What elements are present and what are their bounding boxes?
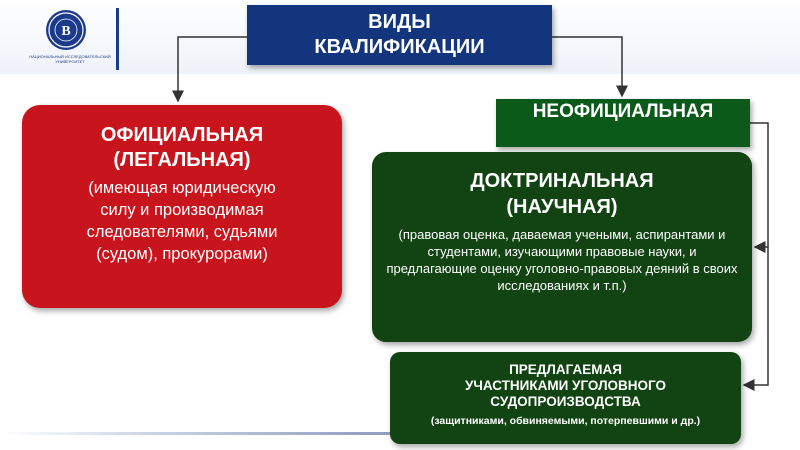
proposed-title-line2: УЧАСТНИКАМИ УГОЛОВНОГО: [464, 378, 667, 393]
official-desc-line4: (судом), прокурорами): [96, 245, 268, 263]
connector-to-unofficial: [552, 37, 622, 96]
connector-to-official: [178, 37, 247, 101]
doctrinal-box: [372, 152, 752, 342]
proposed-title-line3: СУДОПРОИЗВОДСТВА: [490, 394, 641, 409]
official-desc-line3: следователями, судьями: [86, 223, 278, 241]
official-desc-line1: (имеющая юридическую: [88, 179, 276, 197]
proposed-box: [390, 352, 741, 444]
proposed-title-line1: ПРЕДЛАГАЕМАЯ: [509, 362, 622, 377]
unofficial-box: [496, 99, 750, 147]
doctrinal-title-line2: (НАУЧНАЯ): [506, 196, 618, 218]
title-box: [247, 5, 552, 65]
doctrinal-title-line1: ДОКТРИНАЛЬНАЯ: [470, 170, 654, 192]
official-desc-line2: силу и производимая: [100, 201, 264, 219]
proposed-description: (защитниками, обвиняемыми, потерпевшими и др.): [430, 415, 701, 427]
logo-caption: НАЦИОНАЛЬНЫЙ ИССЛЕДОВАТЕЛЬСКИЙ УНИВЕРСИТЕТ: [29, 54, 111, 64]
connector-to-doctrinal: [750, 123, 768, 247]
title-line2: КВАЛИФИКАЦИИ: [314, 36, 485, 58]
svg-text:В: В: [61, 24, 71, 39]
official-description: [22, 177, 342, 265]
official-title-line1: ОФИЦИАЛЬНАЯ: [100, 124, 264, 146]
official-title-line2: (ЛЕГАЛЬНАЯ): [113, 149, 251, 171]
official-box: [22, 105, 342, 308]
title-line1: ВИДЫ: [368, 11, 431, 33]
footer-line: [0, 432, 390, 435]
unofficial-label: НЕОФИЦИАЛЬНАЯ: [532, 101, 714, 122]
doctrinal-description: (правовая оценка, даваемая учеными, аспирантами и студентами, изучающими правовые науки, и предлагающие оценку уголовно-правовых деяний в своих исследованиях и т.п.): [386, 227, 738, 293]
